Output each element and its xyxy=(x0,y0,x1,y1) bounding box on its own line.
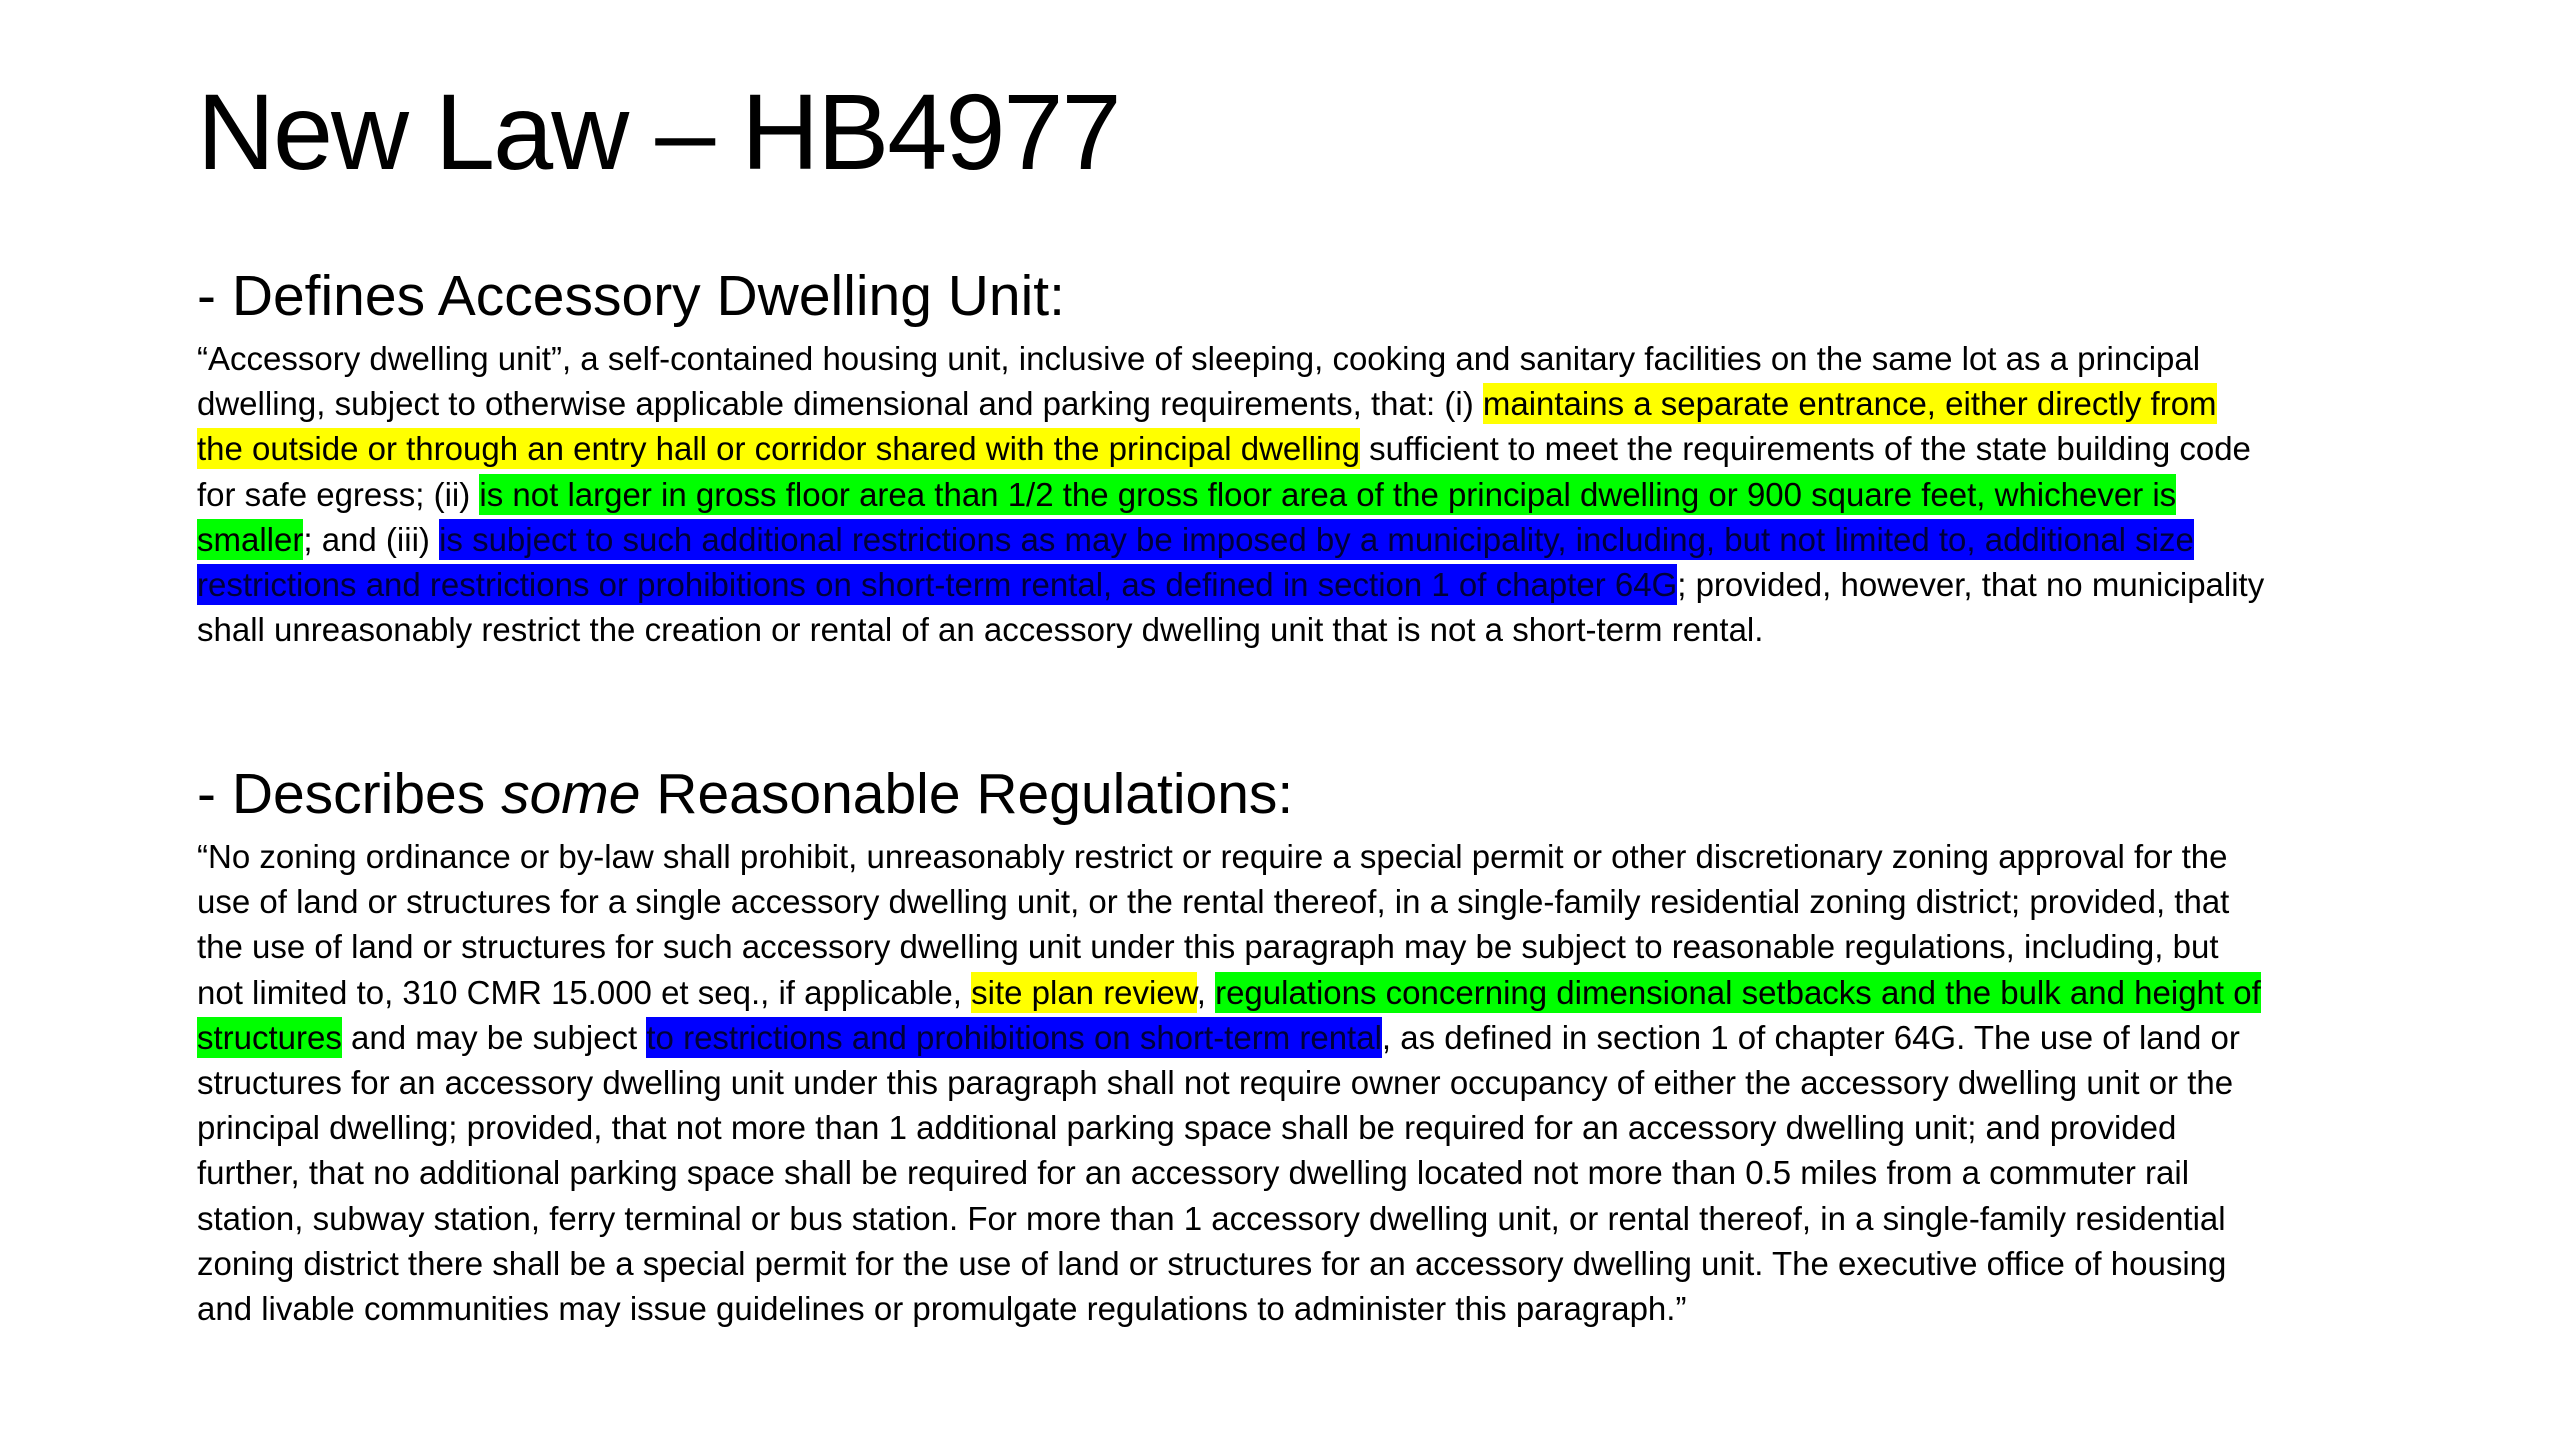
quote-text: , as defined in section 1 of chapter 64G. The use of land or structures for an accessory dwelling unit under this paragraph shall not require owner occupancy of either the accessory dwelling unit or the principal dwelling; provided, that not more than 1 additional parking space shall be required for an accessory dwelling unit; and provided further, that no additional parking space shall be required for an accessory dwelling located not more than 0.5 miles from a commuter rail station, subway station, ferry terminal or bus station. For more than 1 accessory dwelling unit, or rental thereof, in a single-family residential zoning district there shall be a special permit for the use of land or structures for an accessory dwelling unit. The executive office of housing and livable communities may issue guidelines or promulgate regulations to administer this paragraph.” xyxy=(197,1018,2240,1328)
quote-text: and may be subject xyxy=(341,1018,647,1056)
quote-text: “Accessory dwelling unit”, a self-contained housing unit, inclusive of sleeping, cooking and sanitary facilities on the same lot as a principal dwelling, subject to otherwise applicable dimensional and parking requirements, that: (i) xyxy=(197,340,2201,423)
regulations-quote xyxy=(197,834,2267,1331)
section-definition xyxy=(197,258,2267,652)
quote-text: sufficient to meet the requirements of the state building code for safe egress; (ii) xyxy=(197,430,2251,513)
highlight-blue: is subject to such additional restrictions as may be imposed by a municipality, including, but not limited to, additional size restrictions and restrictions or prohibitions on short-term rental, as defined in section 1 of chapter 64G xyxy=(197,520,2194,604)
highlight-green: regulations concerning dimensional setbacks and the bulk and height of structures xyxy=(197,973,2261,1056)
highlight-yellow: maintains a separate entrance, either directly from the outside or through an entry hall or corridor shared with the principal dwelling xyxy=(197,385,2217,468)
quote-text: ; and (iii) xyxy=(303,520,440,558)
highlight-green: is not larger in gross floor area than 1/2 the gross floor area of the principal dwelling or 900 square feet, whichever is smaller xyxy=(197,475,2177,558)
heading-text: - Describes xyxy=(197,762,502,826)
definition-quote xyxy=(197,336,2267,652)
quote-text: ; provided, however, that no municipality shall unreasonably restrict the creation or rental of an accessory dwelling unit that is not a short-term rental. xyxy=(197,566,2265,649)
section-regulations xyxy=(197,756,2267,1331)
highlight-blue: to restrictions and prohibitions on short-term rental xyxy=(646,1018,1382,1056)
slide-title: New Law – HB4977 xyxy=(197,71,1120,192)
section-regulations-heading xyxy=(197,756,2267,832)
heading-emphasis: some xyxy=(501,762,641,826)
section-definition-heading: - Defines Accessory Dwelling Unit: xyxy=(197,264,1065,328)
highlight-yellow: site plan review xyxy=(971,973,1197,1011)
quote-text: “No zoning ordinance or by-law shall prohibit, unreasonably restrict or require a special permit or other discretionary zoning approval for the use of land or structures for a single accessory dwelling unit, or the rental thereof, in a single-family residential zoning district; provided, that the use of land or structures for such accessory dwelling unit under this paragraph may be subject to reasonable regulations, including, but not limited to, 310 CMR 15.000 et seq., if applicable, xyxy=(197,838,2230,1011)
heading-text: Reasonable Regulations: xyxy=(640,762,1294,826)
quote-text: , xyxy=(1196,973,1216,1011)
